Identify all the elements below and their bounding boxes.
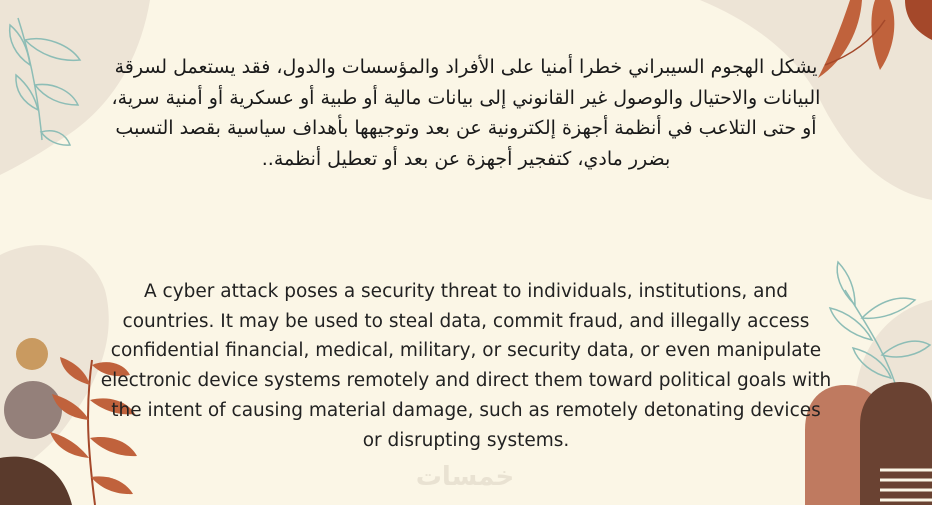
watermark: خمسات xyxy=(415,462,515,492)
english-paragraph: A cyber attack poses a security threat to individuals, institutions, and countries. It may be used to steal data, commit fraud, and illegally access confidential financial, medical, military, or security data, or even manipulate electronic device systems remotely and direct them toward political goals with the intent of causing material damage, such as remotely detonating devices or disrupting systems. xyxy=(100,281,832,451)
brown-arch xyxy=(860,382,932,505)
dark-hill xyxy=(0,457,72,505)
taupe-circle xyxy=(4,381,62,439)
mustard-circle xyxy=(16,338,48,370)
arabic-paragraph: يشكل الهجوم السيبراني خطرا أمنيا على الأفراد والمؤسسات والدول، فقد يستعمل لسرقة البيانات والاحتيال والوصول غير القانوني إلى بيانات مالية أو طبية أو عسكرية أو أمنية سرية، أو حتى التلاعب في أنظمة أجهزة إلكترونية عن بعد وتوجيهها بأهداف سياسية بقصد التسبب بضرر مادي، كتفجير أجهزة عن بعد أو تعطيل أنظمة.. xyxy=(111,56,821,170)
